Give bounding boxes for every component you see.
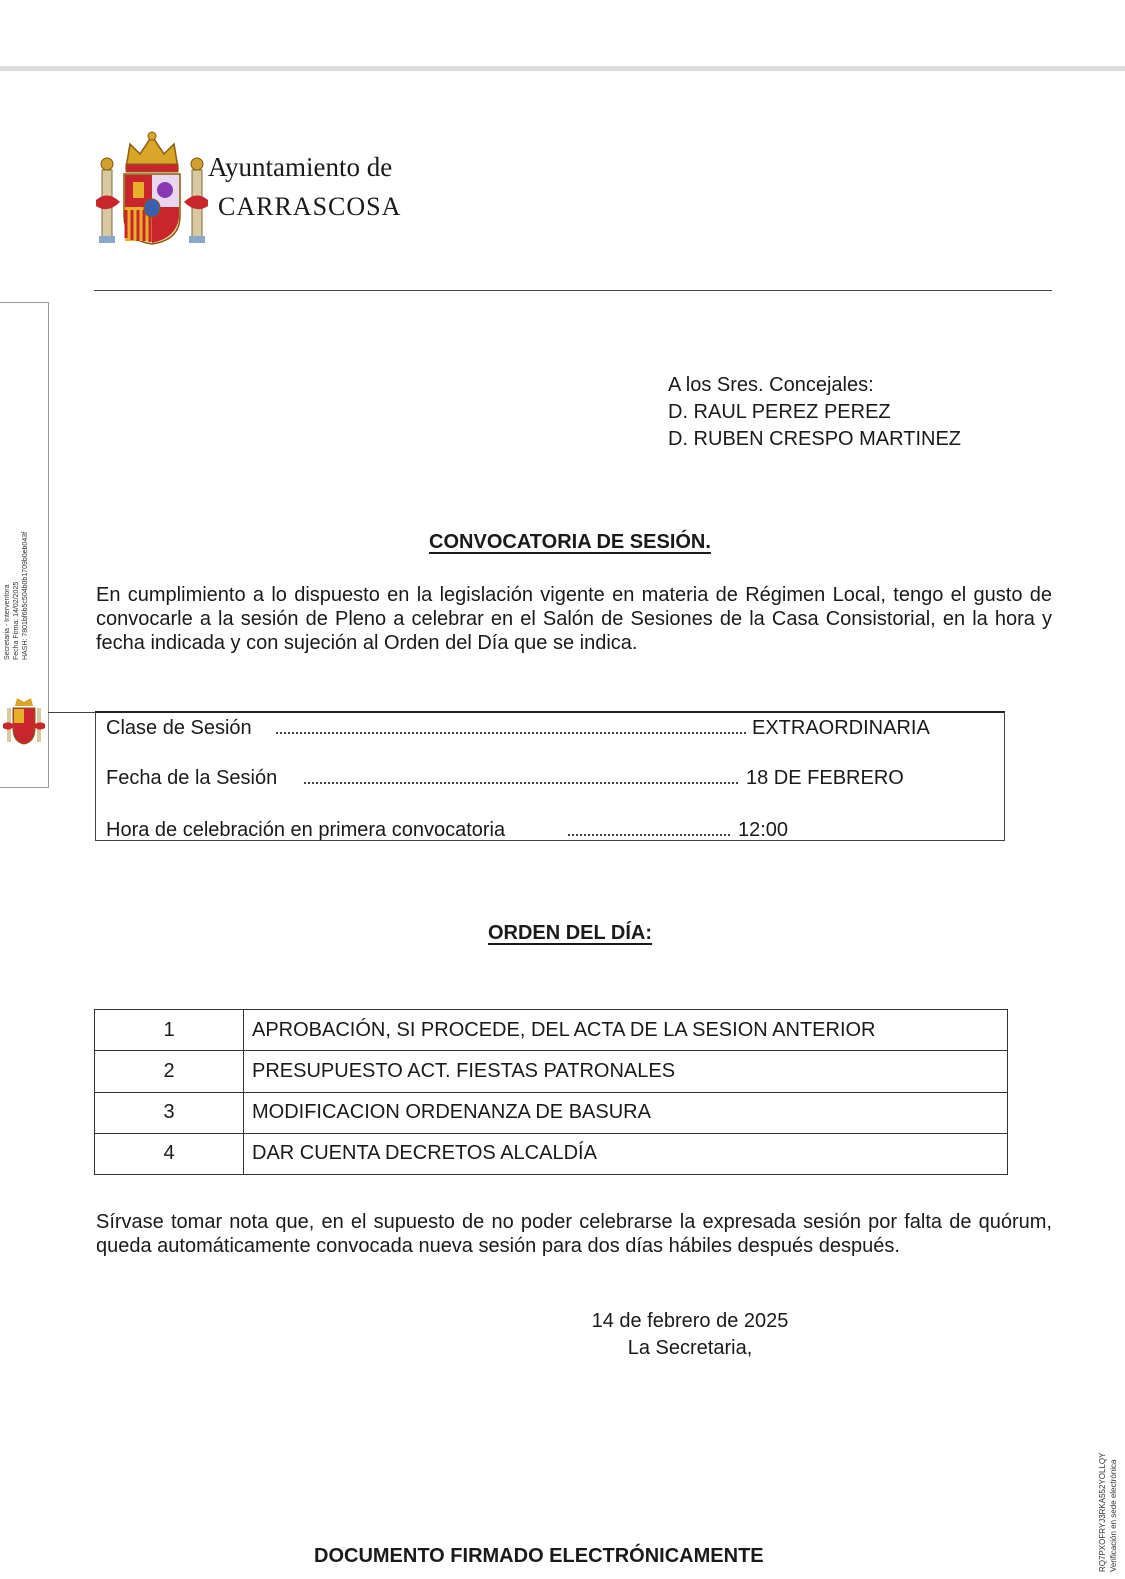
agenda-item-number: 4 — [95, 1133, 244, 1174]
signature-date: Fecha Firma: 14/02/2025 — [13, 581, 20, 660]
agenda-item-text: DAR CUENTA DECRETOS ALCALDÍA — [244, 1133, 1008, 1174]
closing-paragraph: Sírvase tomar nota que, en el supuesto de no poder celebrarse la expresada sesión por falta de quórum, queda automáticamente convocada nueva sesión para dos días hábiles después después. — [96, 1211, 1052, 1257]
agenda-item-number: 1 — [95, 1010, 244, 1051]
signature-metadata — [2, 455, 42, 665]
session-date-label: Fecha de la Sesión — [106, 767, 278, 789]
table-row — [95, 1051, 1008, 1092]
letterhead — [96, 130, 556, 250]
leader-dots — [276, 723, 746, 734]
session-time-value: 12:00 — [738, 819, 789, 841]
org-name-line1: Ayuntamiento de — [208, 152, 393, 182]
org-name-line2: CARRASCOSA — [218, 192, 402, 221]
header-rule — [94, 290, 1052, 291]
signature-role: Secretaria - Interventora — [4, 584, 11, 660]
verification-note: Verificación en sede electrónica — [1109, 1459, 1118, 1572]
table-row — [95, 1092, 1008, 1133]
leader-dots — [304, 773, 738, 784]
agenda-title: ORDEN DEL DÍA: — [487, 922, 653, 944]
session-details-box — [95, 711, 1005, 841]
electronic-signature-footer: DOCUMENTO FIRMADO ELECTRÓNICAMENTE — [314, 1545, 764, 1567]
date-signature-block — [560, 1308, 820, 1362]
signature-hash: HASH: 7801bf6b5c504b0b1709b0eb043f — [22, 531, 29, 660]
agenda-item-number: 2 — [95, 1051, 244, 1092]
table-row — [95, 1133, 1008, 1174]
recipient-name: D. RUBEN CRESPO MARTINEZ — [668, 428, 961, 450]
session-time-label: Hora de celebración en primera convocatoria — [106, 819, 506, 841]
signer-role: La Secretaria, — [627, 1337, 753, 1359]
document-title: CONVOCATORIA DE SESIÓN. — [429, 531, 711, 553]
agenda-item-number: 3 — [95, 1092, 244, 1133]
verification-code-strip — [1095, 1400, 1123, 1575]
top-divider — [0, 66, 1125, 71]
agenda-table — [94, 1009, 1008, 1175]
recipients-block — [668, 372, 961, 453]
session-class-label: Clase de Sesión — [106, 717, 252, 739]
agenda-item-text: PRESUPUESTO ACT. FIESTAS PATRONALES — [244, 1051, 1008, 1092]
table-row — [95, 1010, 1008, 1051]
leader-dots — [568, 825, 730, 836]
intro-paragraph: En cumplimiento a lo dispuesto en la legislación vigente en materia de Régimen Local, tengo el gusto de convocarle a la sesión de Pleno a celebrar en el Salón de Sesiones de la Casa Consistorial, en la hora y fecha indicada y con sujeción al Orden del Día que se indica. — [96, 584, 1052, 654]
session-date-value: 18 DE FEBRERO — [746, 767, 904, 789]
coat-of-arms-icon — [3, 696, 45, 748]
coat-of-arms-icon — [96, 130, 208, 248]
signature-date-line: 14 de febrero de 2025 — [591, 1310, 789, 1332]
agenda-item-text: MODIFICACION ORDENANZA DE BASURA — [244, 1092, 1008, 1133]
agenda-item-text: APROBACIÓN, SI PROCEDE, DEL ACTA DE LA SESION ANTERIOR — [244, 1010, 1008, 1051]
verification-code: RQ7PXOFRYJ3RKA552YOLLQY — [1098, 1452, 1107, 1572]
session-class-value: EXTRAORDINARIA — [752, 717, 930, 739]
recipient-name: D. RAUL PEREZ PEREZ — [668, 401, 891, 423]
recipients-heading: A los Sres. Concejales: — [668, 374, 874, 396]
